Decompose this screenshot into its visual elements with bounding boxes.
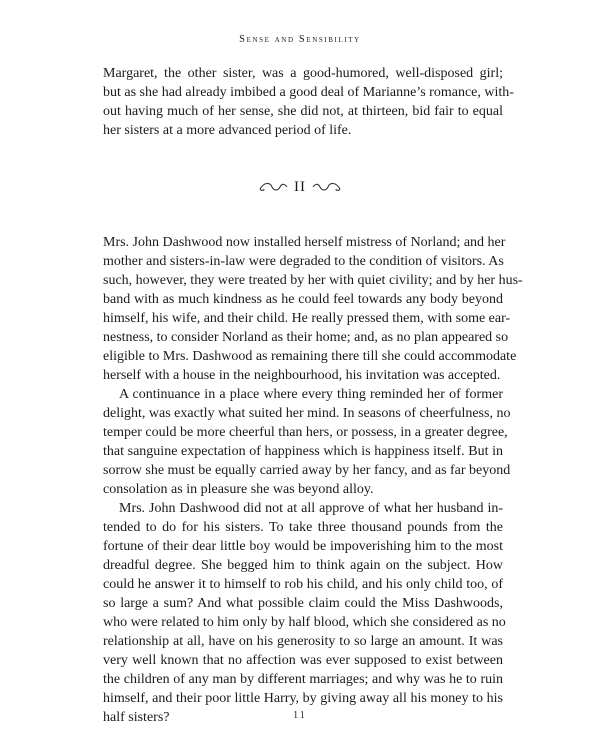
text-line: Mrs. John Dashwood now installed herself mistress of Norland; and her (103, 235, 506, 250)
left-flourish-icon (258, 179, 288, 195)
text-line: her sisters at a more advanced period of life. (103, 123, 352, 138)
text-line: out having much of her sense, she did not, at thirteen, bid fair to equal (103, 104, 503, 119)
text-line: very well known that no affection was ever supposed to exist between (103, 653, 503, 668)
text-line: so large a sum? And what possible claim could the Miss Dashwoods, (103, 596, 503, 611)
text-line: dreadful degree. She begged him to think again on the subject. How (103, 558, 503, 573)
chapter-body (103, 233, 523, 727)
text-line: fortune of their dear little boy would be impoverishing him to the most (103, 539, 503, 554)
text-line: such, however, they were treated by her with quiet civility; and by her hus- (103, 273, 523, 288)
right-flourish-icon (312, 179, 342, 195)
text-line: band with as much kindness as he could feel towards any body beyond (103, 292, 503, 307)
text-line: mother and sisters-in-law were degraded to the condition of visitors. As (103, 254, 504, 269)
text-line: temper could be more cheerful than hers, or possess, in a greater degree, (103, 425, 508, 440)
paragraph (103, 499, 506, 727)
paragraph (103, 233, 523, 385)
text-line: sorrow she must be equally carried away by her fancy, and as far beyond (103, 463, 511, 478)
text-line: but as she had already imbibed a good deal of Marianne’s romance, with- (103, 85, 514, 100)
text-line: who were related to him only by half blood, which she considered as no (103, 615, 506, 630)
text-line: herself with a house in the neighbourhood, his invitation was accepted. (103, 368, 501, 383)
page-number: 11 (293, 710, 307, 721)
chapter-number: II (294, 178, 306, 195)
text-line: tended to do for his sisters. To take three thousand pounds from the (103, 520, 503, 535)
text-line: relationship at all, have on his generosity to so large an amount. It was (103, 634, 503, 649)
text-line: the children of any man by different marriages; and why was he to ruin (103, 672, 503, 687)
text-line: half sisters? (103, 710, 170, 725)
paragraph (103, 385, 511, 499)
text-line: delight, was exactly what suited her mind. In seasons of cheerfulness, no (103, 406, 511, 421)
text-line: could he answer it to himself to rob his child, and his only child too, of (103, 577, 503, 592)
running-head: Sense and Sensibility (239, 34, 361, 45)
text-line: himself, his wife, and their child. He really pressed them, with some ear- (103, 311, 511, 326)
text-line: A continuance in a place where every thing reminded her of former (119, 387, 503, 402)
text-line: nestness, to consider Norland as their home; and, as no plan appeared so (103, 330, 509, 345)
text-line: Margaret, the other sister, was a good-humored, well-disposed girl; (103, 66, 503, 81)
chapter-heading (0, 172, 600, 202)
text-line: eligible to Mrs. Dashwood as remaining there till she could accommodate (103, 349, 517, 364)
paragraph-margaret (103, 64, 514, 140)
text-line: that sanguine expectation of happiness which is happiness itself. But in (103, 444, 503, 459)
text-line: himself, and their poor little Harry, by giving away all his money to his (103, 691, 503, 706)
text-line: consolation as in pleasure she was beyond alloy. (103, 482, 374, 497)
text-line: Mrs. John Dashwood did not at all approve of what her husband in- (119, 501, 503, 516)
